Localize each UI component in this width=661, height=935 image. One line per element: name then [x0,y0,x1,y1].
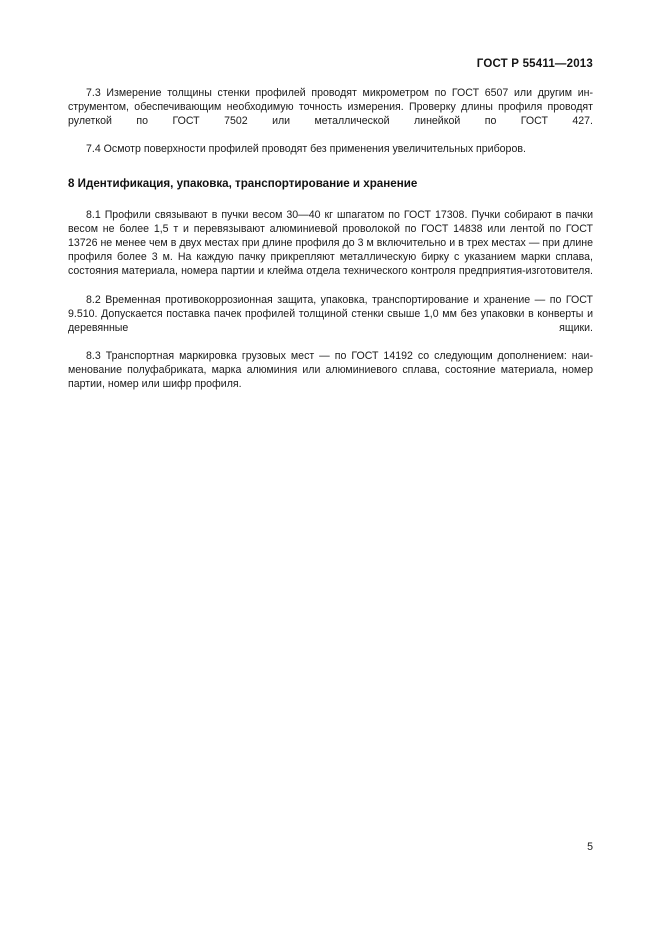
paragraph-8-1: 8.1 Профили связывают в пучки весом 30—40 кг шпагатом по ГОСТ 17308. Пучки собирают в пачки весом не более 1,5 т и перевязывают алюминиевой проволокой по ГОСТ 14838 или лентой по ГОСТ 13726 не менее чем в двух местах при длине профиля до 3 м включительно и в трех местах — при длине профиля более 3 м. На каждую пачку прикрепляют металлическую бирку с указанием марки сплава, состояния материала, номера партии и клейма отдела технического контроля предприятия-изготовителя. [68,209,593,278]
section-heading-8: 8 Идентификация, упаковка, транспортирование и хранение [68,177,418,191]
paragraph-8-3: 8.3 Транспортная маркировка грузовых мест — по ГОСТ 14192 со следующим дополнением: наименование полуфабриката, марка алюминия или алюминиевого сплава, состояние материала, номер партии, номер или шифр профиля. [68,349,593,390]
heading-spacer-top [68,156,593,177]
page-number: 5 [587,841,593,853]
paragraph-7-4: 7.4 Осмотр поверхности профилей проводят без применения увеличительных приборов. [86,143,526,156]
page-header-standard-number: ГОСТ Р 55411—2013 [476,58,593,70]
heading-spacer-bottom [68,191,593,208]
page-content [68,86,593,391]
paragraph-7-3: 7.3 Измерение толщины стенки профилей проводят микрометром по ГОСТ 6507 или другим инструментом, обеспечивающим необходимую точность измерения. Проверку длины профиля проводят рулеткой по ГОСТ 7502 или металлической линейкой по ГОСТ 427. [68,87,593,128]
paragraph-8-2: 8.2 Временная противокоррозионная защита, упаковка, транспортирование и хранение — по ГОСТ 9.510. Допускается поставка пачек профилей толщиной стенки свыше 1,0 мм без упаковки в конверты и деревянные ящики. [68,293,593,334]
